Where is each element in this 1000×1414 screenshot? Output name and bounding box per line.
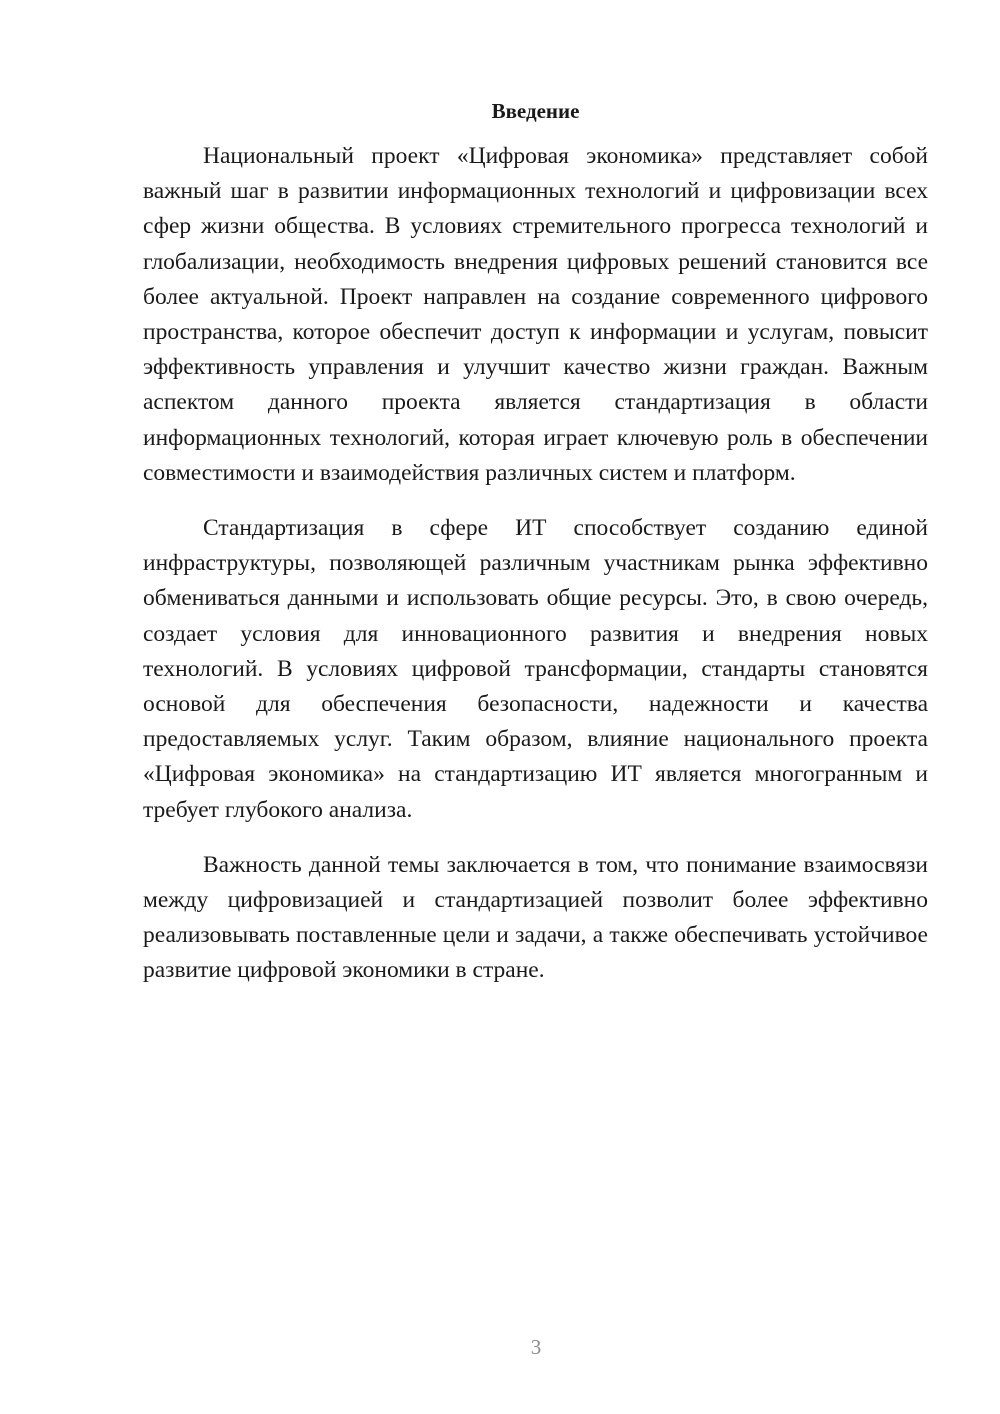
paragraph-2: Стандартизация в сфере ИТ способствует созданию единой инфраструктуры, позволяющей различным участникам рынка эффективно обмениваться данными и использовать общие ресурсы. Это, в свою очередь, создает условия для инновационного развития и внедрения новых технологий. В условиях цифровой трансформации, стандарты становятся основой для обеспечения безопасности, надежности и качества предоставляемых услуг. Таким образом, влияние национального проекта «Цифровая экономика» на стандартизацию ИТ является многогранным и требует глубокого анализа. bbox=[143, 515, 928, 823]
paragraph-1: Национальный проект «Цифровая экономика» представляет собой важный шаг в развитии информационных технологий и цифровизации всех сфер жизни общества. В условиях стремительного прогресса технологий и глобализации, необходимость внедрения цифровых решений становится все более актуальной. Проект направлен на создание современного цифрового пространства, которое обеспечит доступ к информации и услугам, повысит эффективность управления и улучшит качество жизни граждан. Важным аспектом данного проекта является стандартизация в области информационных технологий, которая играет ключевую роль в обеспечении совместимости и взаимодействия различных систем и платформ. bbox=[143, 143, 928, 486]
page-number: 3 bbox=[530, 1335, 542, 1359]
page-body bbox=[143, 96, 928, 989]
paragraph-3: Важность данной темы заключается в том, что понимание взаимосвязи между цифровизацией и стандартизацией позволит более эффективно реализовывать поставленные цели и задачи, а также обеспечивать устойчивое развитие цифровой экономики в стране. bbox=[143, 851, 928, 984]
section-title: Введение bbox=[491, 99, 580, 123]
